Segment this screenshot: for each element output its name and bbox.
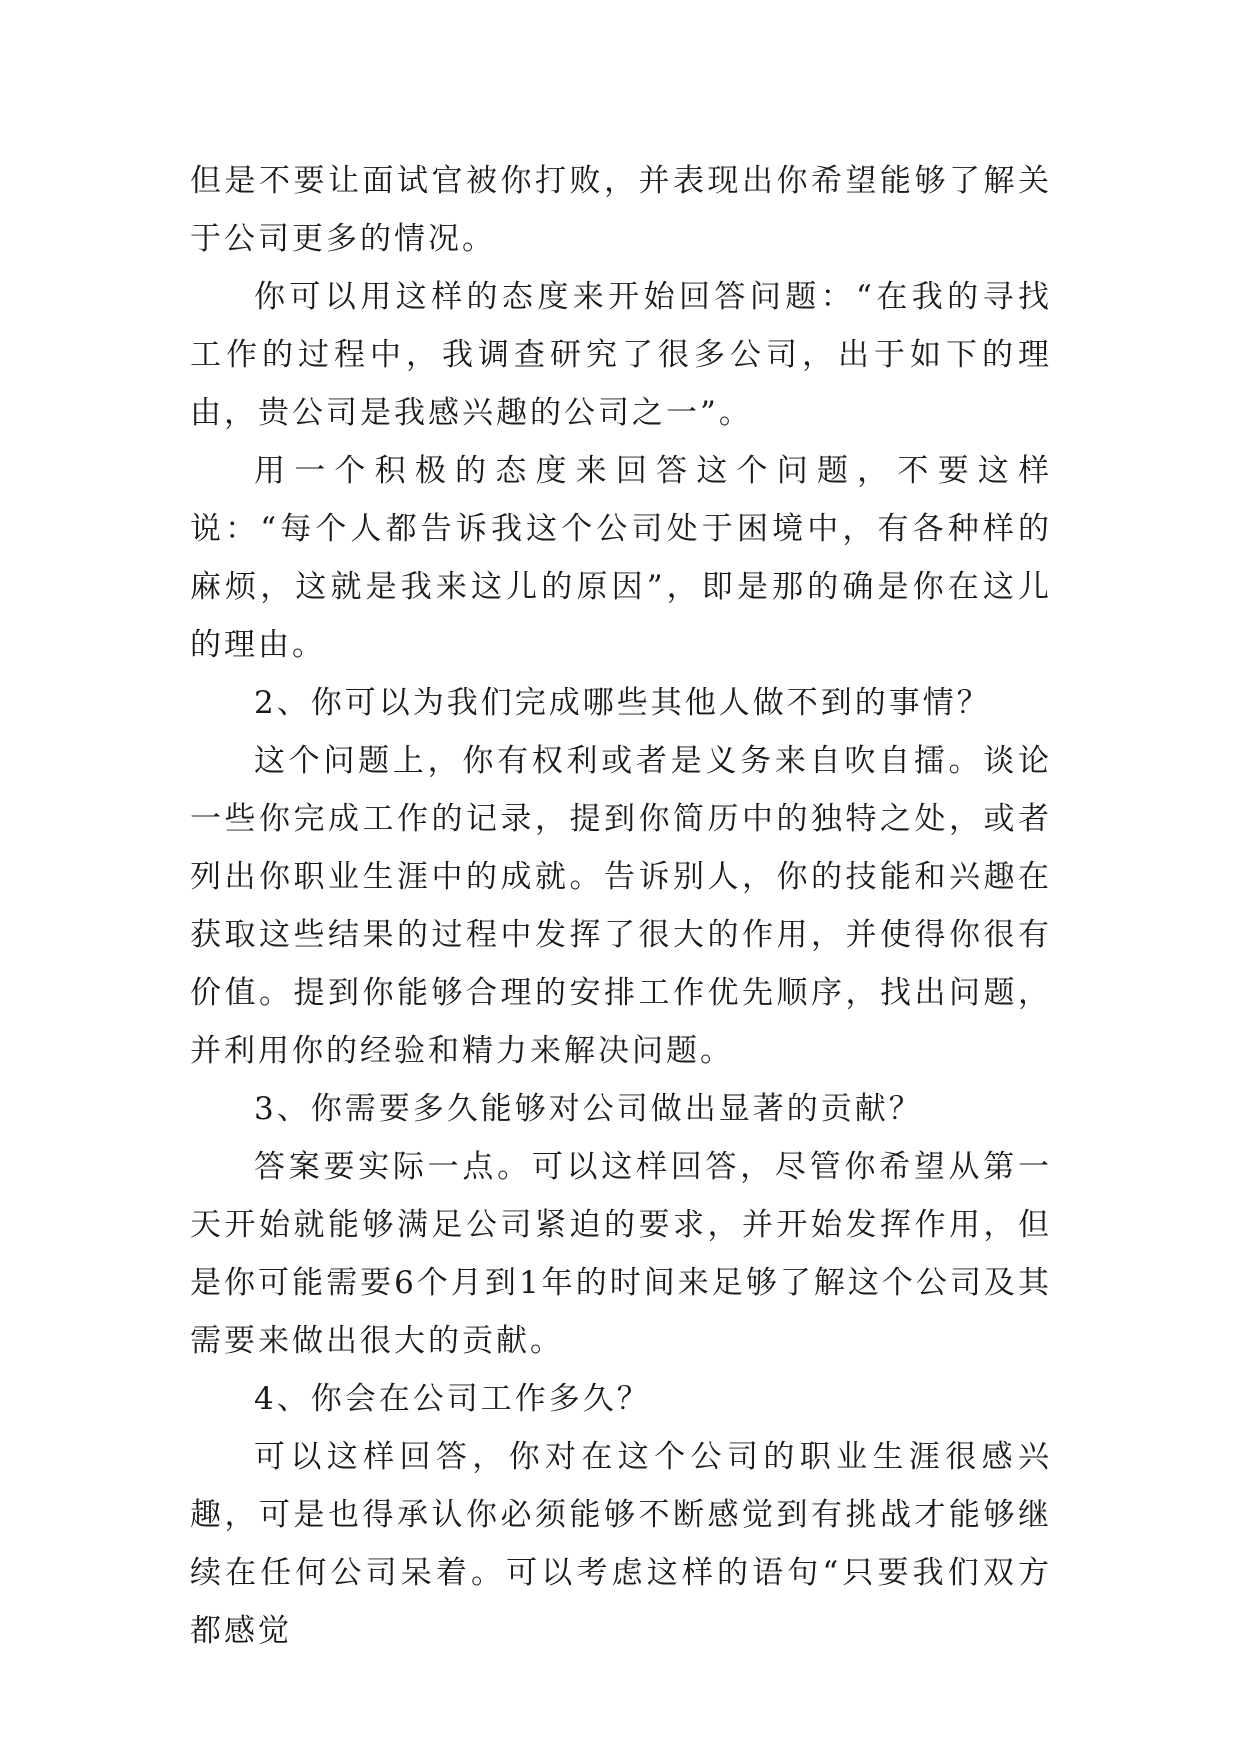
paragraph-9: 可以这样回答，你对在这个公司的职业生涯很感兴趣，可是也得承认你必须能够不断感觉到有挑战才能够继续在任何公司呆着。可以考虑这样的语句“只要我们双方都感觉 — [190, 1439, 1052, 1649]
paragraph-7: 答案要实际一点。可以这样回答，尽管你希望从第一天开始就能够满足公司紧迫的要求，并开始发挥作用，但是你可能需要6个月到1年的时间来足够了解这个公司及其需要来做出很大的贡献。 — [190, 1149, 1052, 1359]
question-2-heading: 2、你可以为我们完成哪些其他人做不到的事情？ — [254, 685, 991, 721]
paragraph-5: 这个问题上，你有权利或者是义务来自吹自擂。谈论一些你完成工作的记录，提到你简历中的独特之处，或者列出你职业生涯中的成就。告诉别人，你的技能和兴趣在获取这些结果的过程中发挥了很大的作用，并使得你很有价值。提到你能够合理的安排工作优先顺序，找出问题，并利用你的经验和精力来解决问题。 — [190, 743, 1052, 1069]
paragraph-3: 用一个积极的态度来回答这个问题，不要这样说：“每个人都告诉我这个公司处于困境中，有各种样的麻烦，这就是我来这儿的原因”，即是那的确是你在这儿的理由。 — [190, 453, 1052, 663]
document-body — [190, 152, 1052, 1660]
paragraph-2: 你可以用这样的态度来开始回答问题：“在我的寻找工作的过程中，我调查研究了很多公司，出于如下的理由，贵公司是我感兴趣的公司之一”。 — [190, 279, 1052, 431]
question-3-heading: 3、你需要多久能够对公司做出显著的贡献？ — [254, 1091, 923, 1127]
question-4-heading: 4、你会在公司工作多久？ — [254, 1381, 651, 1417]
paragraph-1: 但是不要让面试官被你打败，并表现出你希望能够了解关于公司更多的情况。 — [190, 163, 1052, 257]
